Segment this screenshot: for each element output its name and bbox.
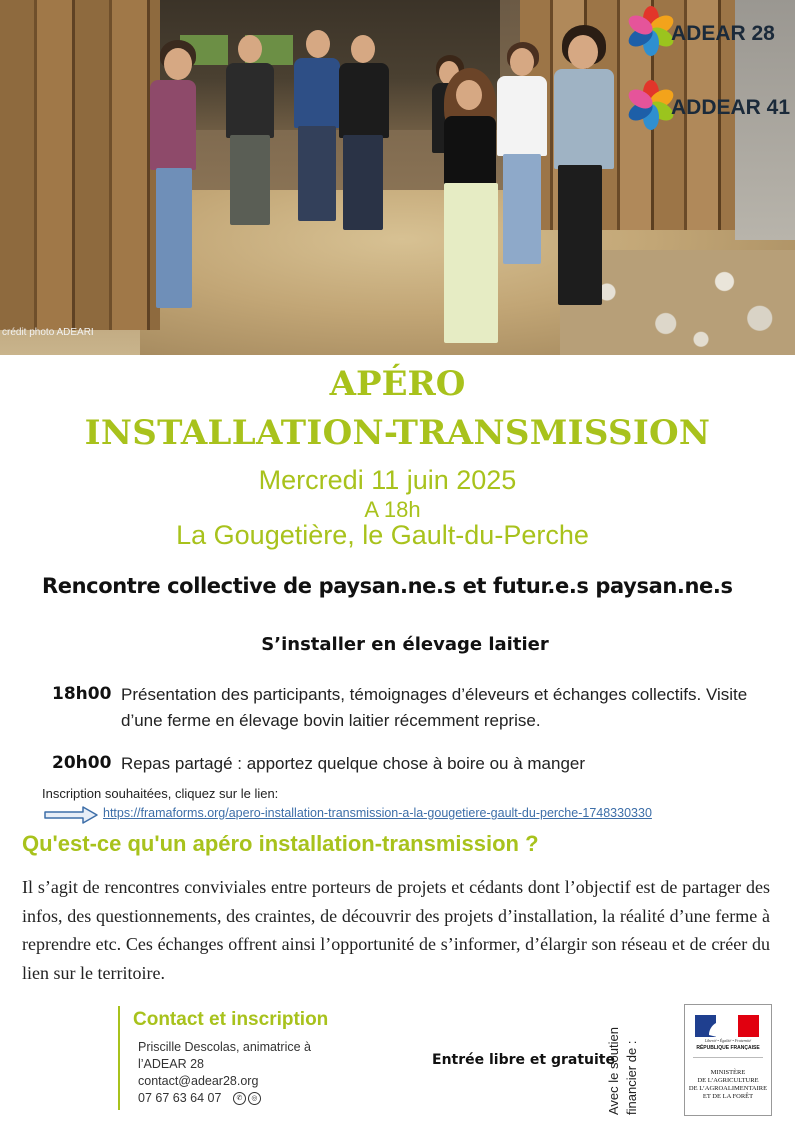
logo-text: ADEAR 28 [671, 22, 775, 45]
whatsapp-icon[interactable]: ✆ [233, 1092, 246, 1105]
addear41-logo [626, 80, 795, 135]
event-time: A 18h [364, 497, 421, 522]
program-description: Présentation des participants, témoignages d’éleveurs et échanges collectifs. Visite d’une ferme en élevage bovin laitier récemment reprise. [121, 685, 748, 730]
contact-details [138, 1039, 338, 1107]
adear28-logo [626, 6, 795, 61]
arrow-right-icon [43, 804, 99, 826]
wooden-wall-left [0, 0, 160, 330]
funder-label: Avec le soutien financier de : [606, 1027, 639, 1115]
person [436, 68, 506, 353]
event-date: Mercredi 11 juin 2025 [258, 465, 517, 495]
contact-person: Priscille Descolas, animatrice à l’ADEAR 28 [138, 1040, 311, 1071]
flower-logo-icon [626, 80, 676, 130]
person [222, 35, 282, 230]
logo-text: ADDEAR 41 [671, 96, 791, 119]
contact-title: Contact et inscription [133, 1009, 329, 1030]
photo-credit: crédit photo ADEARI [2, 327, 94, 338]
program-time: 18h00 [52, 684, 112, 704]
program-item [52, 682, 752, 736]
contact-phone-row [138, 1090, 338, 1107]
hero-photo [0, 0, 795, 355]
faq-question: Qu'est-ce qu'un apéro installation-transmission ? [22, 831, 539, 856]
inscription-label: Inscription souhaitées, cliquez sur le lien: [42, 786, 279, 801]
ministry-name: MINISTÈRE DE L’AGRICULTURE DE L’AGROALIMENTAIRE ET DE LA FORÊT [688, 1069, 768, 1100]
flower-logo-icon [626, 6, 676, 56]
social-icons [233, 1090, 263, 1107]
section-heading: S’installer en élevage laitier [261, 634, 549, 655]
contact-email[interactable]: contact@adear28.org [138, 1074, 259, 1088]
contact-divider [118, 1006, 120, 1110]
person [148, 40, 218, 320]
event-title-line1: APÉRO [329, 364, 466, 404]
ministry-logo [684, 1004, 772, 1116]
inscription-link[interactable]: https://framaforms.org/apero-installation-transmission-a-la-gougetiere-gault-du-perche-1748330330 [103, 806, 652, 820]
event-title-line2: INSTALLATION-TRANSMISSION [84, 413, 711, 453]
program-item [52, 751, 752, 779]
rf-name: RÉPUBLIQUE FRANÇAISE [696, 1045, 760, 1051]
person [335, 35, 395, 235]
event-subtitle: Rencontre collective de paysan.ne.s et futur.e.s paysan.ne.s [42, 574, 733, 598]
person [548, 25, 623, 310]
faq-answer: Il s’agit de rencontres conviviales entre porteurs de projets et cédants dont l’objectif est de partager des infos, des questionnements, des craintes, de découvrir des projets d’installation, la réalité d’une ferme à reprendre etc. Ces échanges offrent ainsi l’opportunité de s’informer, d’élargir son réseau et de créer du lien sur le territoire. [22, 877, 770, 983]
program-time: 20h00 [52, 753, 112, 773]
entry-info: Entrée libre et gratuite [432, 1052, 615, 1068]
instagram-icon[interactable]: ◎ [248, 1092, 261, 1105]
contact-phone[interactable]: 07 67 63 64 07 [138, 1091, 222, 1105]
rf-motto: Liberté • Égalité • Fraternité [704, 1038, 752, 1043]
ministry-divider [693, 1057, 763, 1058]
event-place: La Gougetière, le Gault-du-Perche [176, 520, 589, 550]
program-description: Repas partagé : apportez quelque chose à boire ou à manger [121, 754, 586, 773]
marianne-icon [695, 1015, 759, 1037]
